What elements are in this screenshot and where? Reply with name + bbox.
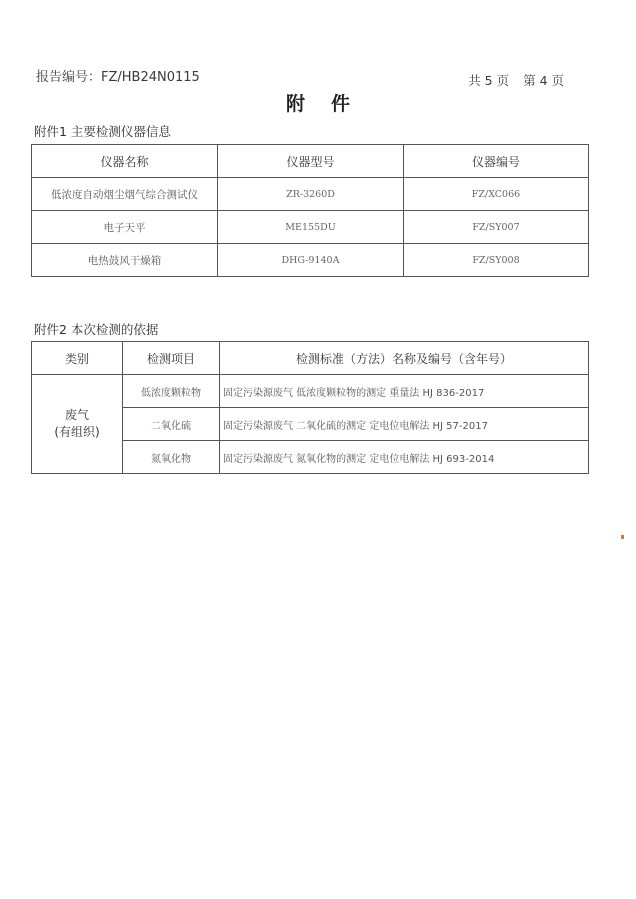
report-number: 报告编号：FZ/HB24N0115: [36, 70, 200, 85]
instrument-table: [31, 144, 589, 277]
appendix2-heading: 附件2 本次检测的依据: [34, 322, 159, 337]
column-header-category: 类别: [32, 342, 123, 375]
instrument-number: FZ/XC066: [404, 178, 589, 211]
instrument-number: FZ/SY008: [404, 244, 589, 277]
column-header-instrument-model: 仪器型号: [218, 145, 404, 178]
total-pages: 共 5 页: [468, 73, 510, 88]
table-row: [32, 178, 589, 211]
edge-mark: [621, 535, 624, 539]
basis-table-header: [32, 342, 589, 375]
table-row: [32, 244, 589, 277]
page-title: 附件: [285, 93, 376, 115]
column-header-instrument-number: 仪器编号: [404, 145, 589, 178]
table-row: [32, 375, 589, 408]
current-page: 第 4 页: [523, 73, 564, 88]
column-header-standard: 检测标准（方法）名称及编号（含年号）: [220, 342, 589, 375]
test-item: 低浓度颗粒物: [123, 375, 220, 408]
instrument-model: DHG-9140A: [218, 244, 404, 277]
instrument-name: 电子天平: [32, 211, 218, 244]
instrument-number: FZ/SY007: [404, 211, 589, 244]
category-name: 废气: [64, 408, 89, 422]
column-header-instrument-name: 仪器名称: [32, 145, 218, 178]
test-standard: 固定污染源废气 二氧化硫的测定 定电位电解法 HJ 57-2017: [220, 408, 589, 441]
instrument-model: ZR-3260D: [218, 178, 404, 211]
instrument-model: ME155DU: [218, 211, 404, 244]
test-standard: 固定污染源废气 低浓度颗粒物的测定 重量法 HJ 836-2017: [220, 375, 589, 408]
instrument-name: 低浓度自动烟尘烟气综合测试仪: [32, 178, 218, 211]
category-cell: [32, 375, 123, 474]
page-info: [468, 71, 564, 89]
instrument-table-header: [32, 145, 589, 178]
test-standard: 固定污染源废气 氮氧化物的测定 定电位电解法 HJ 693-2014: [220, 441, 589, 474]
instrument-name: 电热鼓风干燥箱: [32, 244, 218, 277]
appendix1-heading: 附件1 主要检测仪器信息: [34, 124, 171, 139]
test-item: 二氧化硫: [123, 408, 220, 441]
category-subtype: (有组织): [54, 425, 100, 439]
basis-table: [31, 341, 589, 474]
table-row: [32, 211, 589, 244]
column-header-test-item: 检测项目: [123, 342, 220, 375]
test-item: 氮氧化物: [123, 441, 220, 474]
